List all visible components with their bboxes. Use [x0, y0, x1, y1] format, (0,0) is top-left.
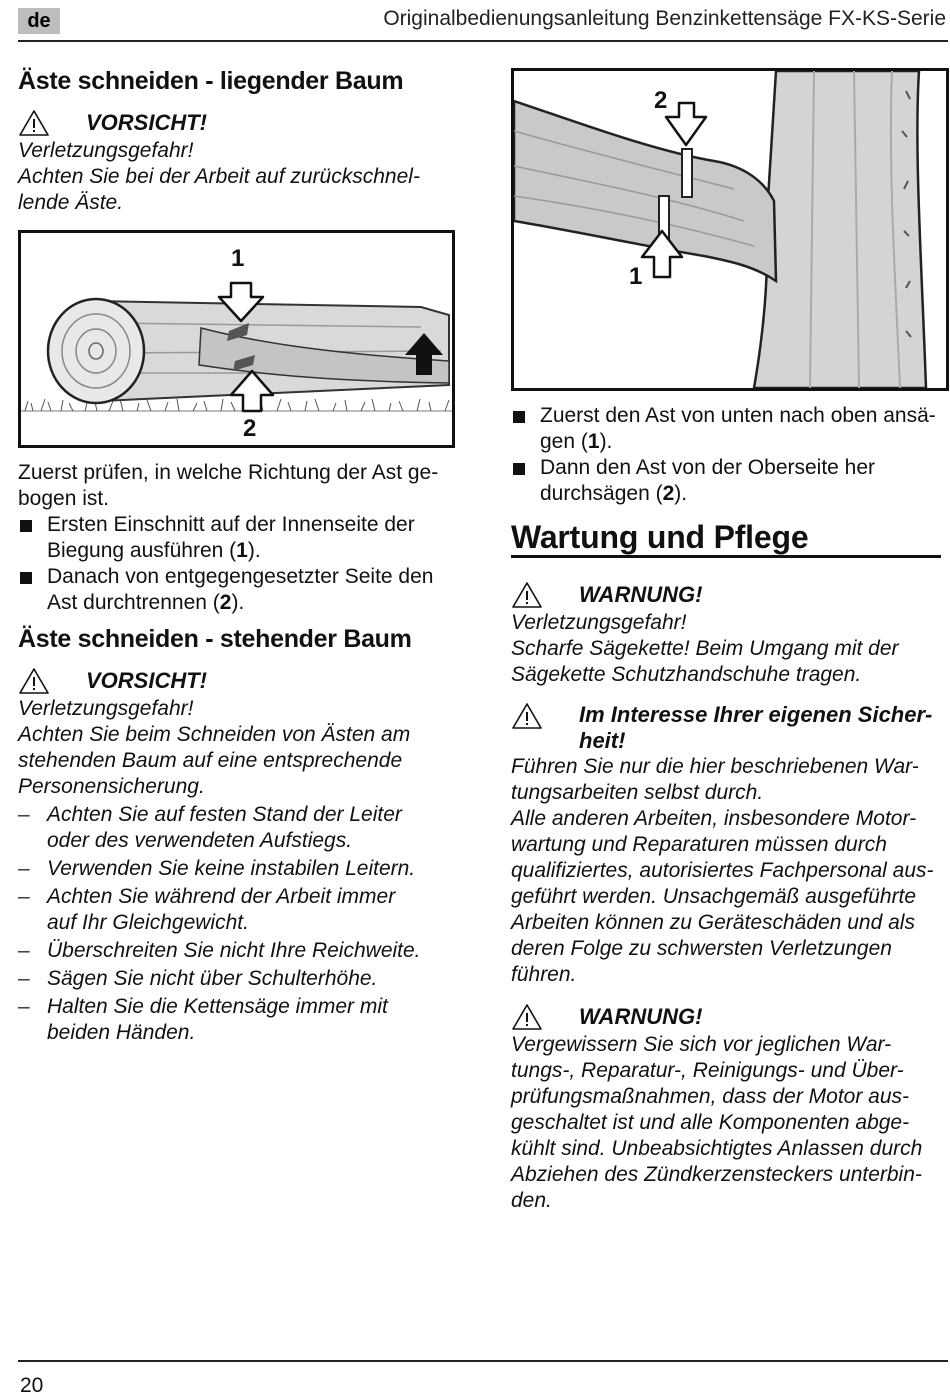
text-line: Achten Sie während der Arbeit immer: [47, 885, 396, 908]
notice-text: [511, 754, 941, 988]
list-item: [511, 403, 941, 455]
text-line: Danach von entgegengesetzter Seite den: [47, 565, 434, 588]
list-item: [18, 856, 458, 882]
text-fragment: Ast durchtrennen (: [47, 591, 220, 614]
text-line: Halten Sie die Kettensäge immer mit: [47, 995, 388, 1018]
text-line: Achten Sie auf festen Stand der Leiter: [47, 803, 402, 826]
text-line: qualifiziertes, autorisiertes Fachpersonal aus-: [511, 859, 934, 882]
text-line: beiden Händen.: [47, 1021, 196, 1044]
list-item: [18, 938, 458, 964]
standing-tree-illustration: [514, 71, 946, 388]
list-item: [18, 884, 458, 936]
text-line: Im Interesse Ihrer eigenen Sicher-: [579, 702, 933, 727]
text-line: Vergewissern Sie sich vor jeglichen War-: [511, 1033, 892, 1056]
left-column: [18, 60, 458, 1048]
text-line: führen.: [511, 963, 577, 986]
caution-header: [18, 108, 458, 138]
caution-label: VORSICHT!: [86, 110, 207, 135]
text-line: Zuerst den Ast von unten nach oben ansä-: [540, 404, 936, 427]
text-fragment: ).: [674, 482, 688, 505]
notice-header: [511, 702, 941, 754]
step-number: 2: [662, 482, 675, 505]
caution-header: [18, 666, 458, 696]
language-badge: de: [18, 8, 60, 34]
step-number: 1: [587, 430, 600, 453]
list-item: [18, 512, 458, 564]
page-header: [18, 6, 948, 42]
text-fragment: Biegung ausführen (: [47, 539, 237, 562]
text-fragment: gen (: [540, 430, 588, 453]
text-line: Arbeiten können zu Geräteschäden und als: [511, 911, 915, 934]
bullet-list-lying: [18, 512, 458, 616]
warning-triangle-icon: [511, 581, 543, 609]
square-bullet-icon: [513, 411, 525, 423]
square-bullet-icon: [20, 520, 32, 532]
figure-label-1: 1: [629, 263, 643, 290]
figure-standing-tree: [511, 68, 949, 391]
text-line: Personensicherung.: [18, 775, 205, 798]
text-line: Abziehen des Zündkerzensteckers unterbin-: [511, 1163, 922, 1186]
text-line: kühlt sind. Unbeabsichtigtes Anlassen durch: [511, 1137, 923, 1160]
figure-lying-log: [18, 230, 455, 448]
list-item: [18, 966, 458, 992]
text-line: Achten Sie beim Schneiden von Ästen am: [18, 723, 411, 746]
text-line: Verwenden Sie keine instabilen Leitern.: [47, 857, 416, 880]
text-line: deren Folge zu schwersten Verletzungen: [511, 937, 892, 960]
text-fragment: ).: [247, 539, 261, 562]
text-line: tungsarbeiten selbst durch.: [511, 781, 764, 804]
list-item: [18, 994, 458, 1046]
text-line: prüfungsmaßnahmen, dass der Motor aus-: [511, 1085, 910, 1108]
figure-label-2: 2: [654, 87, 668, 114]
dash-list-safety: [18, 802, 458, 1046]
square-bullet-icon: [20, 572, 32, 584]
text-line: Alle anderen Arbeiten, insbesondere Motor-: [511, 807, 917, 830]
text-line: Verletzungsgefahr!: [18, 697, 194, 720]
text-line: Achten Sie bei der Arbeit auf zurückschnel-: [18, 165, 420, 188]
text-line: geführt werden. Unsachgemäß ausgeführte: [511, 885, 917, 908]
text-line: bogen ist.: [18, 487, 110, 510]
text-line: [47, 590, 458, 616]
square-bullet-icon: [513, 463, 525, 475]
text-line: auf Ihr Gleichgewicht.: [47, 911, 249, 934]
notice-label: [579, 702, 932, 754]
page-footer: [18, 1360, 948, 1396]
text-fragment: durchsägen (: [540, 482, 663, 505]
warning-triangle-icon: [18, 109, 50, 137]
text-line: Dann den Ast von der Oberseite her: [540, 456, 876, 479]
warning-triangle-icon: [18, 667, 50, 695]
page-number: 20: [20, 1374, 44, 1396]
caution-label: VORSICHT!: [86, 668, 207, 693]
text-line: [47, 538, 458, 564]
section-heading-standing-tree: Äste schneiden - stehender Baum: [18, 625, 412, 653]
list-item: [511, 455, 941, 507]
text-line: Verletzungsgefahr!: [511, 611, 687, 634]
text-line: Ersten Einschnitt auf der Innenseite der: [47, 513, 415, 536]
dash-bullet: –: [18, 885, 30, 908]
list-item: [18, 564, 458, 616]
figure-label-1: 1: [231, 245, 245, 272]
section-heading-maintenance: Wartung und Pflege: [511, 519, 941, 558]
list-item: [18, 802, 458, 854]
section-heading-lying-tree: Äste schneiden - liegender Baum: [18, 67, 404, 95]
right-column: [511, 68, 941, 1214]
text-line: stehenden Baum auf eine entsprechende: [18, 749, 403, 772]
warning-label: WARNUNG!: [579, 582, 703, 607]
text-line: oder des verwendeten Aufstiegs.: [47, 829, 353, 852]
dash-bullet: –: [18, 995, 30, 1018]
text-line: wartung und Reparaturen müssen durch: [511, 833, 887, 856]
dash-bullet: –: [18, 939, 30, 962]
step-number: 2: [219, 591, 232, 614]
warning-triangle-icon: [511, 1003, 543, 1031]
text-line: geschaltet ist und alle Komponenten abge-: [511, 1111, 910, 1134]
text-line: [540, 481, 941, 507]
text-fragment: ).: [231, 591, 245, 614]
text-line: Überschreiten Sie nicht Ihre Reichweite.: [47, 939, 421, 962]
text-line: Sägen Sie nicht über Schulterhöhe.: [47, 967, 378, 990]
figure-label-2: 2: [243, 415, 257, 442]
bullet-list-standing: [511, 403, 941, 507]
step-number: 1: [236, 539, 248, 562]
text-fragment: ).: [599, 430, 613, 453]
text-line: heit!: [579, 728, 626, 753]
text-line: den.: [511, 1189, 552, 1212]
warning-text: [511, 610, 941, 688]
text-line: Sägekette Schutzhandschuhe tragen.: [511, 663, 862, 686]
text-line: Scharfe Sägekette! Beim Umgang mit der: [511, 637, 899, 660]
text-line: Führen Sie nur die hier beschriebenen War-: [511, 755, 919, 778]
text-line: tungs-, Reparatur-, Reinigungs- und Über-: [511, 1059, 904, 1082]
text-line: [540, 429, 941, 455]
warning-triangle-icon: [511, 702, 543, 730]
text-line: Verletzungsgefahr!: [18, 139, 194, 162]
dash-bullet: –: [18, 857, 30, 880]
document-title: Originalbedienungsanleitung Benzinkettensäge FX-KS-Serie: [383, 7, 946, 30]
caution-text: [18, 696, 458, 800]
text-line: lende Äste.: [18, 191, 124, 214]
text-line: Zuerst prüfen, in welche Richtung der Ast ge-: [18, 461, 439, 484]
dash-bullet: –: [18, 967, 30, 990]
warning-header: [511, 1002, 941, 1032]
caution-text: [18, 138, 458, 216]
intro-text: [18, 460, 458, 512]
warning-header: [511, 580, 941, 610]
warning-label: WARNUNG!: [579, 1004, 703, 1029]
warning-text: [511, 1032, 941, 1214]
dash-bullet: –: [18, 803, 30, 826]
